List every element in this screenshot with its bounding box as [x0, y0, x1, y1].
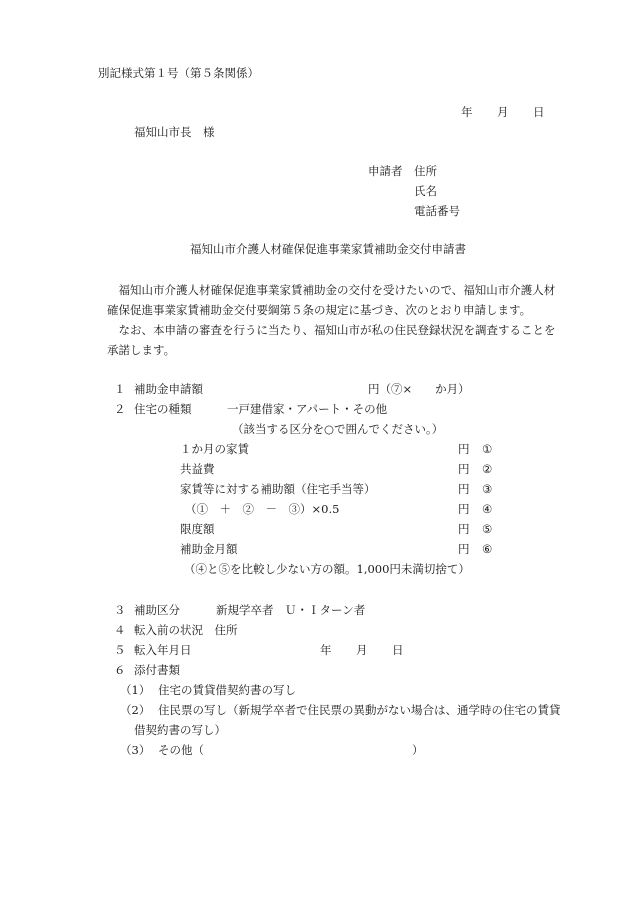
- item-5-label: 転入年月日: [134, 643, 192, 657]
- rent-row-mark: ④: [482, 502, 493, 516]
- item-4-label: 転入前の状況 住所: [134, 623, 238, 637]
- item-4-number: ４: [114, 623, 126, 637]
- date-year-label: 年: [461, 105, 473, 119]
- rent-row-unit: 円: [458, 522, 470, 536]
- body-line-4: 承諾します。: [107, 343, 176, 357]
- document-title: 福知山市介護人材確保促進事業家賃補助金交付申請書: [190, 242, 466, 256]
- item-3-label: 補助区分: [134, 603, 180, 617]
- item-6-label: 添付書類: [134, 663, 180, 677]
- attachment-text: 住宅の賃貸借契約書の写し: [158, 683, 296, 697]
- attachment-text-continued: 借契約書の写し）: [134, 723, 226, 737]
- item-5-year: 年: [320, 643, 332, 657]
- item-2-number: ２: [114, 402, 126, 416]
- rent-row-unit: 円: [458, 462, 470, 476]
- rent-row-unit: 円: [458, 502, 470, 516]
- date-day-label: 日: [533, 105, 545, 119]
- rent-row-mark: ⑥: [482, 542, 493, 556]
- attachment-number: （1）: [120, 683, 151, 697]
- item-2-value: 一戸建借家・アパート・その他: [227, 402, 388, 416]
- item-5-number: ５: [114, 643, 126, 657]
- item-6-number: ６: [114, 663, 126, 677]
- body-line-3: なお、本申請の審査を行うに当たり、福知山市が私の住民登録状況を調査することを: [107, 323, 556, 337]
- item-3-number: ３: [114, 603, 126, 617]
- rent-row-label: 家賃等に対する補助額（住宅手当等）: [180, 482, 376, 496]
- item-1-value: 円（⑦× か月）: [368, 382, 470, 396]
- item-2-label: 住宅の種類: [134, 402, 192, 416]
- attachment-text: 住民票の写し（新規学卒者で住民票の異動がない場合は、通学時の住宅の賃貸: [158, 703, 561, 717]
- applicant-name-label: 氏名: [414, 184, 437, 198]
- item-1-label: 補助金申請額: [134, 382, 203, 396]
- rent-row-unit: 円: [458, 482, 470, 496]
- applicant-phone-label: 電話番号: [414, 204, 460, 218]
- item-3-value: 新規学卒者 Ｕ・Ｉターン者: [216, 603, 366, 617]
- rent-row-unit: 円: [458, 442, 470, 456]
- applicant-label: 申請者: [368, 164, 403, 178]
- body-line-1: 福知山市介護人材確保促進事業家賃補助金の交付を受けたいので、福知山市介護人材: [107, 283, 556, 297]
- rent-row-mark: ⑤: [482, 522, 493, 536]
- item-5-month: 月: [356, 643, 368, 657]
- attachment-number: （2）: [120, 703, 151, 717]
- rent-row-label: （① ＋ ② － ③）×0.5: [185, 502, 340, 516]
- rent-row-label: 限度額: [180, 522, 215, 536]
- addressee: 福知山市長 様: [134, 125, 215, 139]
- item-2-note: （該当する区分を○で囲んでください。）: [232, 422, 444, 436]
- rent-row-mark: ②: [482, 462, 493, 476]
- attachment-number: （3）: [120, 743, 151, 757]
- item-5-day: 日: [392, 643, 404, 657]
- date-month-label: 月: [497, 105, 509, 119]
- applicant-address-label: 住所: [414, 164, 437, 178]
- rent-row-mark: ①: [482, 442, 493, 456]
- rent-row-unit: 円: [458, 542, 470, 556]
- rent-row-mark: ③: [482, 482, 493, 496]
- body-line-2: 確保促進事業家賃補助金交付要綱第５条の規定に基づき、次のとおり申請します。: [107, 303, 532, 317]
- attachment-close-paren: ）: [412, 743, 424, 757]
- calc-note: （④と⑤を比較し少ない方の額。1,000円未満切捨て）: [184, 562, 470, 576]
- rent-row-label: 共益費: [180, 462, 215, 476]
- rent-row-label: 補助金月額: [180, 542, 238, 556]
- attachment-text: その他（: [158, 743, 204, 757]
- rent-row-label: １か月の家賃: [180, 442, 249, 456]
- item-1-number: １: [114, 382, 126, 396]
- form-number: 別記様式第１号（第５条関係）: [98, 66, 259, 80]
